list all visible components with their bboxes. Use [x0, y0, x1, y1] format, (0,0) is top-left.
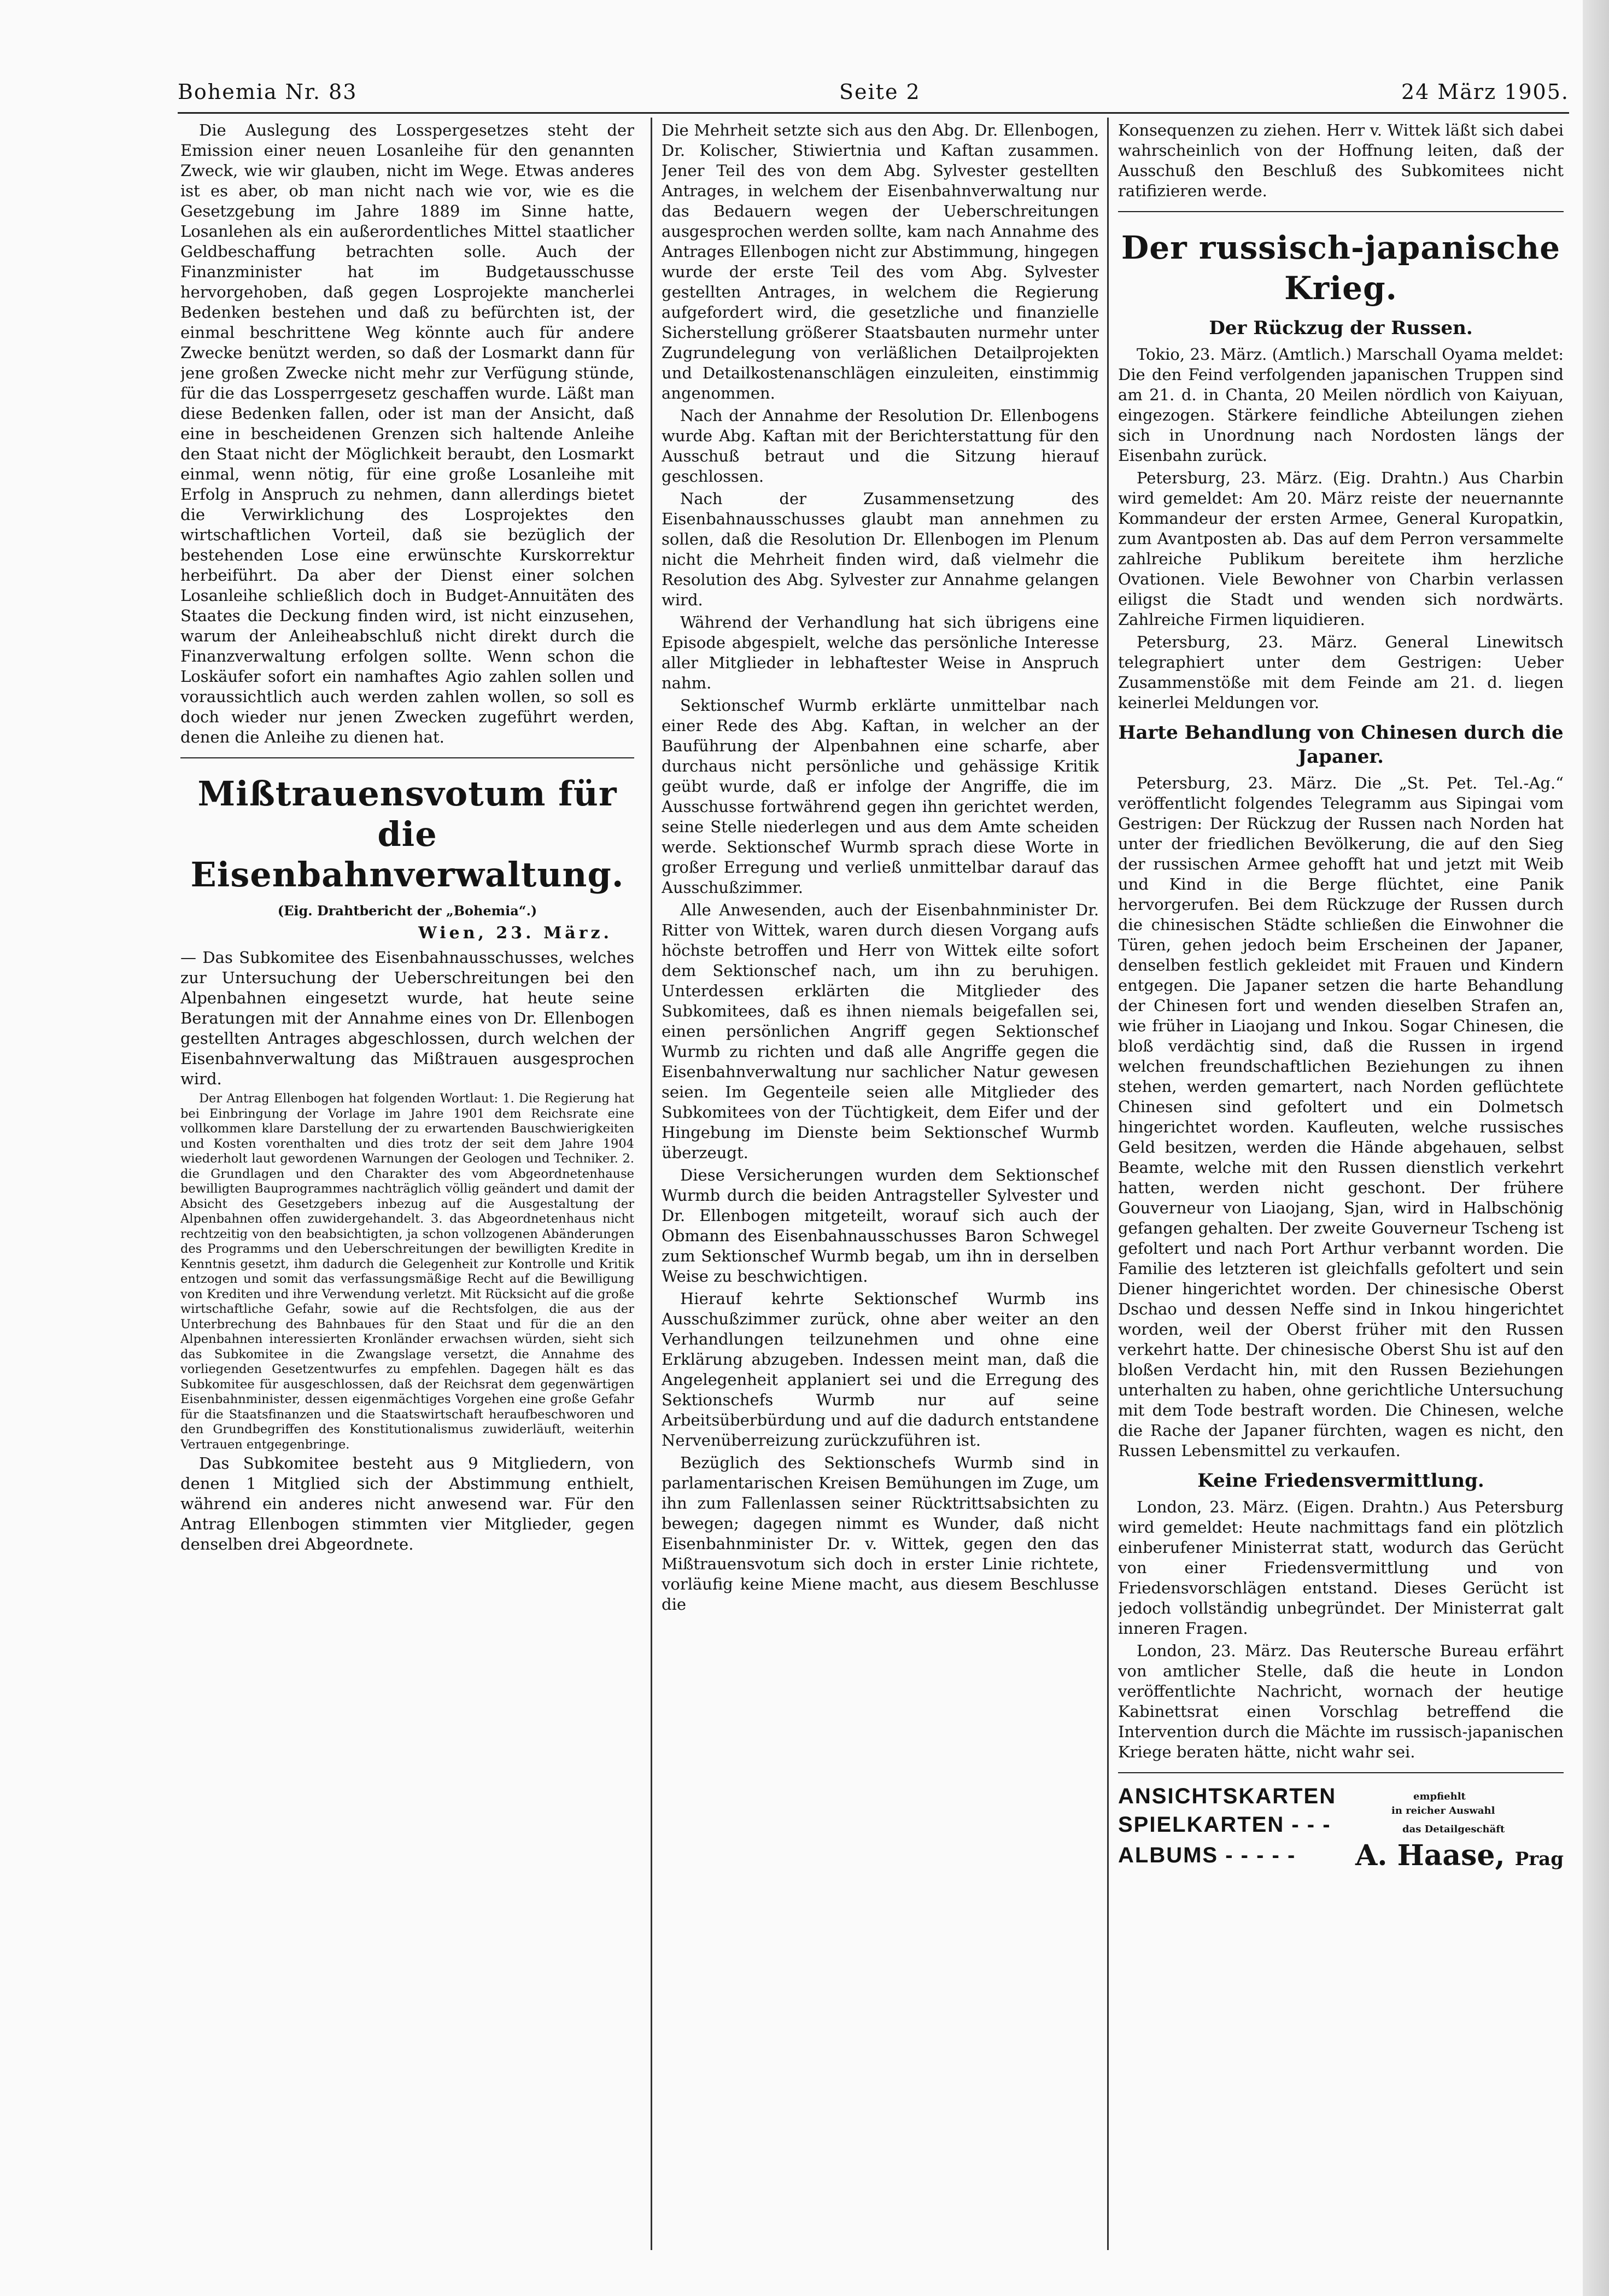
column-rule-2: [1107, 118, 1109, 2250]
column-2: [662, 120, 1099, 2264]
article-losanleihe-paragraph: Die Auslegung des Losspergesetzes steht der Emission einer neuen Losanleihe für den genannten Zweck, wie wir glauben, nicht im Wege. Etwas anderes ist es aber, ob man nicht nach wie vor, wie es die Gesetzgebung im Jahre 1889 im Sinne hatte, Losanlehen als ein außerordentliches Mittel staatlicher Geldbeschaffung betrachten solle. Auch der Finanzminister hat im Budgetausschusse hervorgehoben, daß gegen Losprojekte mancherlei Bedenken bestehen und daß zu befürchten ist, der einmal beschrittene Weg könnte auch für andere Zwecke benützt werden, so daß der Losmarkt dann für jene großen Zwecke nicht mehr zur Verfügung stünde, für die das Lossperrgesetz geschaffen wurde. Läßt man diese Bedenken fallen, oder ist man der Ansicht, daß eine in bescheidenen Grenzen sich haltende Anleihe den Staat nicht der Möglichkeit beraubt, den Losmarkt einmal, wenn nötig, für eine große Losanleihe mit Erfolg in Anspruch zu nehmen, dann allerdings bietet die Verwirklichung des Losprojektes den wirtschaftlichen Vorteil, daß sie bezüglich der bestehenden Lose eine erwünschte Kurskorrektur herbeiführt. Da aber der Dienst einer solchen Losanleihe schließlich doch in Budget-Annuitäten des Staates die Deckung finden wird, ist nicht einzusehen, warum der Anleiheabschluß nicht direkt durch die Finanzverwaltung erfolgen sollte. Wenn schon die Loskäufer sofort ein namhaftes Agio zahlen sollen und voraussichtlich auch werden zahlen wollen, so soll es doch wieder nur jenen Zwecken zugeführt werden, denen die Anleihe zu dienen hat.: [180, 121, 634, 746]
headline-misstrauensvotum: Mißtrauensvotum für die Eisenbahnverwaltung.: [190, 774, 624, 895]
col2-paragraph: Nach der Annahme der Resolution Dr. Ellenbogens wurde Abg. Kaftan mit der Berichterstattung für den Ausschuß betraut und die Sitzung hierauf geschlossen.: [662, 406, 1099, 486]
header-page-number: Seite 2: [839, 80, 921, 104]
motion-text: Der Antrag Ellenbogen hat folgenden Wortlaut: 1. Die Regierung hat bei Einbringung der Vorlage im Jahre 1901 dem Reichsrate eine vollkommen klare Darstellung der zu erwartenden Bauschwierigkeiten und Kosten vorenthalten und dies trotz der seit dem Jahre 1904 wiederholt laut gewordenen Warnungen der Geologen und Techniker. 2. die Grundlagen und den Charakter des vom Abgeordnetenhause bewilligten Bauprogrammes nachträglich völlig geändert und damit der Absicht des Gesetzgebers inbezug auf die Ausgestaltung der Alpenbahnen offen zuwidergehandelt. 3. das Abgeordnetenhaus nicht rechtzeitig von den beabsichtigten, ja schon vollzogenen Abänderungen des Programms und den Ueberschreitungen der bewilligten Kredite in Kenntnis gesetzt, ihm dadurch die Gelegenheit zur Kontrolle und Kritik entzogen und somit das verfassungsmäßige Recht auf die Bewilligung von Krediten und ihre Verwendung verletzt. Mit Rücksicht auf die große wirtschaftliche Gefahr, sowie auf die Rechtsfolgen, die aus der Unterbrechung des Bahnbaues für den Staat und für die an den Alpenbahnen interessierten Kronländer erwachsen würden, sieht sich das Subkomitee in die Zwangslage versetzt, die Annahme des vorliegenden Gesetzentwurfes zu empfehlen. Dagegen hält es das Subkomitee für ausgeschlossen, daß der Reichsrat dem gegenwärtigen Eisenbahnminister, dessen eigenmächtiges Vorgehen eine große Gefahr für die Staatsfinanzen und die Staatswirtschaft heraufbeschworen und den Grundbegriffen des Konstitutionalismus zuwiderläuft, weiterhin Vertrauen entgegenbringe.: [180, 1091, 634, 1452]
page-header: [178, 75, 1569, 114]
col2-paragraph: Sektionschef Wurmb erklärte unmittelbar nach einer Rede des Abg. Kaftan, in welcher an der Bauführung der Alpenbahnen eine scharfe, aber durchaus nicht persönliche und gehässige Kritik geübt wurde, daß er infolge der Angriffe, die im Ausschusse fortwährend gegen ihn gerichtet werden, seine Stelle niederlegen und aus dem Amte scheiden werde. Sektionschef Wurmb sprach diese Worte in großer Erregung und verließ unmittelbar darauf das Ausschußzimmer.: [662, 696, 1099, 897]
col3-intro: Konsequenzen zu ziehen. Herr v. Wittek läßt sich dabei wahrscheinlich von der Hoffnung leiten, daß der Ausschuß den Beschluß des Subkomitees nicht ratifizieren werde.: [1118, 121, 1564, 200]
ad-brand-place: Prag: [1514, 1848, 1564, 1870]
column-3: [1118, 120, 1564, 2264]
article-vote-result: Das Subkomitee besteht aus 9 Mitgliedern, von denen 1 Mitglied sich der Abstimmung enthielt, während ein anderes nicht anwesend war. Für den Antrag Ellenbogen stimmten vier Mitglieder, gegen denselben drei Abgeordnete.: [180, 1454, 634, 1553]
dispatch-petersburg: Petersburg, 23. März. (Eig. Drahtn.) Aus Charbin wird gemeldet: Am 20. März reiste der neuernannte Kommandeur der ersten Armee, General Kuropatkin, zum Avantposten ab. Das auf dem Perron versammelte zahlreiche Publikum bereitete ihm herzliche Ovationen. Viele Bewohner von Charbin verlassen eiligst die Stadt und wenden sich nordwärts. Zahlreiche Firmen liquidieren.: [1118, 469, 1564, 629]
ad-line-ansichtskarten: ANSICHTSKARTEN: [1118, 1784, 1337, 1808]
dispatch-london: London, 23. März. (Eigen. Drahtn.) Aus Petersburg wird gemeldet: Heute nachmittags fand ein plötzlich einberufener Ministerrat statt, wodurch das Gerücht von einer Friedensvermittlung und von Friedensvorschlägen entstand. Dieses Gerücht ist jedoch vollständig unbegründet. Der Ministerrat galt inneren Fragen.: [1118, 1498, 1564, 1638]
ad-line-albums: ALBUMS - - - - -: [1118, 1843, 1296, 1867]
dateline-wien: Wien, 23. März.: [418, 924, 612, 943]
article-separator: [180, 757, 634, 758]
ad-note-empfiehlt: empfiehlt: [1413, 1791, 1466, 1802]
ad-line-spielkarten: SPIELKARTEN - - -: [1118, 1813, 1331, 1837]
col2-paragraph: Bezüglich des Sektionschefs Wurmb sind in parlamentarischen Kreisen Bemühungen im Zuge, um ihn zum Fallenlassen seiner Rücktrittsabsichten zu bewegen; dagegen nimmt es Wunder, daß nicht Eisenbahnminister Dr. v. Wittek, gegen den das Mißtrauensvotum sich doch in erster Linie richtete, vorläufig keine Miene macht, aus diesem Beschlusse die: [662, 1453, 1099, 1614]
col2-paragraph: Während der Verhandlung hat sich übrigens eine Episode abgespielt, welche das persönliche Interesse aller Mitglieder in lebhaftester Weise in Anspruch nahm.: [662, 613, 1099, 692]
subhead-rueckzug: Der Rückzug der Russen.: [1209, 317, 1473, 339]
ad-brand: [1355, 1839, 1564, 1872]
article-separator: [1118, 1772, 1564, 1773]
advertisement-haase: [1118, 1786, 1564, 1879]
subhead-keine-friedensvermittlung: Keine Friedensvermittlung.: [1197, 1470, 1484, 1492]
dispatch-london: London, 23. März. Das Reutersche Bureau erfährt von amtlicher Stelle, daß die heute in London veröffentlichte Nachricht, wornach der heutige Kabinettsrat einen Vorschlag betreffend die Intervention durch die Mächte im russisch-japanischen Kriege beraten hätte, nicht wahr sei.: [1118, 1641, 1564, 1761]
motion-text-block: [180, 1091, 634, 1452]
ad-note-auswahl: in reicher Auswahl: [1391, 1805, 1495, 1816]
column-1: [180, 120, 634, 2264]
col2-paragraph: Die Mehrheit setzte sich aus den Abg. Dr. Ellenbogen, Dr. Kolischer, Stiwiertnia und Kaftan zusammen. Jener Teil des von dem Abg. Sylvester gestellten Antrages, in welchem der Eisenbahnverwaltung nur das Bedauern wegen der Ueberschreitungen ausgesprochen werden sollte, kam nach Annahme des Antrages Ellenbogen nicht zur Abstimmung, hingegen wurde der erste Teil des vom Abg. Sylvester gestellten Antrages, in welchem die Regierung aufgefordert wird, die gesetzliche und finanzielle Sicherstellung größerer Staatsbauten nurmehr unter Zugrundelegung von verläßlichen Detailprojekten und Detailkostenanschlägen einzuleiten, einstimmig angenommen.: [662, 121, 1099, 402]
article-separator: [1118, 211, 1564, 212]
col2-paragraph: Hierauf kehrte Sektionschef Wurmb ins Ausschußzimmer zurück, ohne aber weiter an den Verhandlungen teilzunehmen und ohne eine Erklärung abzugeben. Indessen meint man, daß die Angelegenheit applaniert sei und die Erregung des Sektionschefs Wurmb nur auf seine Arbeitsüberbürdung und auf die dadurch entstandene Nervenüberreizung zurückzuführen ist.: [662, 1289, 1099, 1450]
header-newspaper-issue: Bohemia Nr. 83: [178, 80, 358, 104]
ad-brand-name: A. Haase,: [1355, 1839, 1505, 1872]
dispatch-tokio: Tokio, 23. März. (Amtlich.) Marschall Oyama meldet: Die den Feind verfolgenden japanischen Truppen sind am 21. d. in Chanta, 20 Meilen nördlich von Kaiyuan, eingezogen. Stärkere feindliche Abteilungen ziehen sich in Unordnung nach Nordosten längs der Eisenbahn zurück.: [1118, 345, 1564, 465]
headline-russo-japanese-war: Der russisch-japanische Krieg.: [1121, 229, 1561, 307]
header-rule: [178, 112, 1569, 114]
article-lead: — Das Subkomitee des Eisenbahnausschusses, welches zur Untersuchung der Ueberschreitungen bei den Alpenbahnen eingesetzt wurde, hat heute seine Beratungen mit der Annahme eines von Dr. Ellenbogen gestellten Antrages abgeschlossen, durch welchen der Eisenbahnverwaltung das Mißtrauen ausgesprochen wird.: [180, 948, 634, 1088]
column-rule-1: [651, 118, 652, 2250]
dispatch-petersburg: Petersburg, 23. März. Die „St. Pet. Tel.-Ag.“ veröffentlicht folgendes Telegramm aus Sipingai vom Gestrigen: Der Rückzug der Russen nach Norden hat unter der friedlichen Bevölkerung, die auf den Sieg der russischen Armee gehofft hat und jetzt mit Weib und Kind in die Berge flüchtet, eine Panik hervorgerufen. Bei dem Rückzuge der Russen durch die chinesischen Städte schließen die Einwohner die Türen, gehen jedoch beim Erscheinen der Japaner, denselben festlich gekleidet mit Frauen und Kindern entgegen. Die Japaner setzen die harte Behandlung der Chinesen fort und wenden dieselben Strafen an, wie früher in Liaojang und Inkou. Sogar Chinesen, die bloß verdächtig sind, daß die Russen in irgend welchen freundschaftlichen Beziehungen zu ihnen stehen, werden gemartert, nach Norden geflüchtete Chinesen sind gefoltert und ein Dolmetsch hingerichtet worden. Kaufleuten, welche russisches Geld besitzen, werden die Hände abgehauen, selbst Beamte, welche mit den Russen dienstlich verkehrt hatten, werden nicht geschont. Der frühere Gouverneur von Liaojang, Sjan, wird in Halbschönig gefangen gehalten. Der zweite Gouverneur Tscheng ist gefoltert und nach Port Arthur verbannt worden. Die Familie des letzteren ist gleichfalls gefoltert und sein Diener hingerichtet worden. Der chinesische Oberst Dschao und dessen Neffe sind in Inkou hingerichtet worden, weil der Oberst früher mit den Russen verkehrt hatte. Der chinesische Oberst Shu ist auf den bloßen Verdacht hin, mit den Russen Beziehungen unterhalten zu haben, ohne gerichtliche Untersuchung mit dem Tode bestraft worden. Die Chinesen, welche die Rache der Japaner fürchten, wagen es nicht, den Russen Lebensmittel zu verkaufen.: [1118, 774, 1564, 1460]
col2-paragraph: Alle Anwesenden, auch der Eisenbahnminister Dr. Ritter von Wittek, waren durch diesen Vorgang aufs höchste betroffen und Herr von Wittek eilte sofort dem Sektionschef nach, um ihn zu beruhigen. Unterdessen erklärten die Mitglieder des Subkomitees, daß es ihnen niemals beigefallen sei, einen persönlichen Angriff gegen Sektionschef Wurmb zu richten und daß alle Angriffe gegen die Eisenbahnverwaltung nur sachlicher Natur gewesen seien. Im Gegenteile seien alle Mitglieder des Subkomitees von der Tüchtigkeit, dem Eifer und der Hingebung im Dienste beim Sektionschef Wurmb überzeugt.: [662, 901, 1099, 1162]
header-date: 24 März 1905.: [1401, 80, 1569, 104]
dispatch-petersburg: Petersburg, 23. März. General Linewitsch telegraphiert unter dem Gestrigen: Ueber Zusammenstöße mit dem Feinde am 21. d. liegen keinerlei Meldungen vor.: [1118, 633, 1564, 712]
col2-paragraph: Diese Versicherungen wurden dem Sektionschef Wurmb durch die beiden Antragsteller Sylvester und Dr. Ellenbogen mitgeteilt, worauf sich auch der Obmann des Eisenbahnausschusses Baron Schwegel zum Sektionschef Wurmb begab, um ihn in derselben Weise zu beschwichtigen.: [662, 1166, 1099, 1286]
ad-note-detailgeschaeft: das Detailgeschäft: [1402, 1824, 1505, 1835]
subhead-harte-behandlung: Harte Behandlung von Chinesen durch die Japaner.: [1118, 722, 1564, 768]
byline: (Eig. Drahtbericht der „Bohemia“.): [277, 903, 537, 919]
page-edge-shadow: [1583, 0, 1609, 2296]
col2-paragraph: Nach der Zusammensetzung des Eisenbahnausschusses glaubt man annehmen zu sollen, daß die Resolution Dr. Ellenbogen im Plenum nicht die Mehrheit finden wird, daß vielmehr die Resolution des Abg. Sylvester zur Annahme gelangen wird.: [662, 489, 1099, 609]
